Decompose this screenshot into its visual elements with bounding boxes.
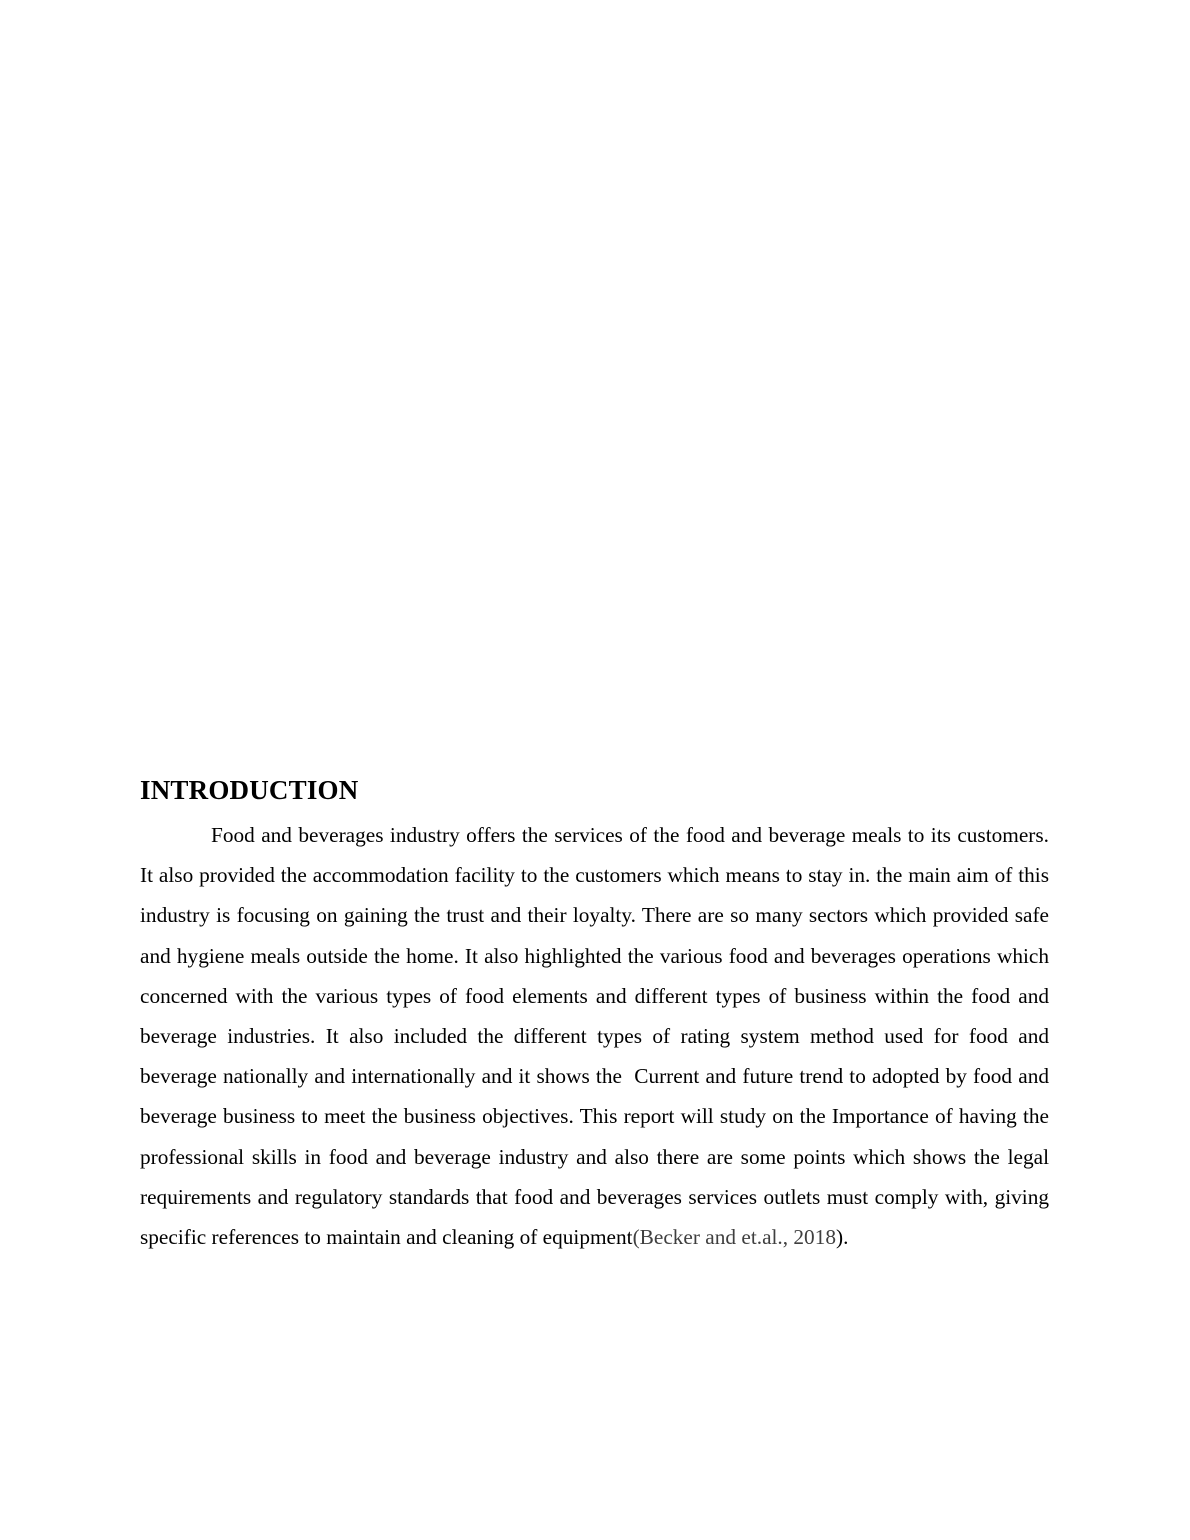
section-heading: INTRODUCTION bbox=[140, 775, 359, 805]
citation: (Becker and et.al., 2018 bbox=[632, 1225, 837, 1250]
body-paragraph bbox=[140, 815, 1055, 1257]
paragraph-text: Food and beverages industry offers the services of the food and beverage meals to its customers. It also provided the accommodation facility to the customers which means to stay in. the main aim of this industry is focusing on gaining the trust and their loyalty. There are so many sectors which provided safe and hygiene meals outside the home. It also highlighted the various food and beverages operations which concerned with the various types of food elements and different types of business within the food and beverage industries. It also included the different types of rating system method used for food and beverage nationally and internationally and it shows the Current and future trend to adopted by food and beverage business to meet the business objectives. This report will study on the Importance of having the professional skills in food and beverage industry and also there are some points which shows the legal requirements and regulatory standards that food and beverages services outlets must comply with, giving specific references to maintain and cleaning of equipment bbox=[140, 823, 1055, 1250]
paragraph-closing: ). bbox=[836, 1225, 849, 1250]
